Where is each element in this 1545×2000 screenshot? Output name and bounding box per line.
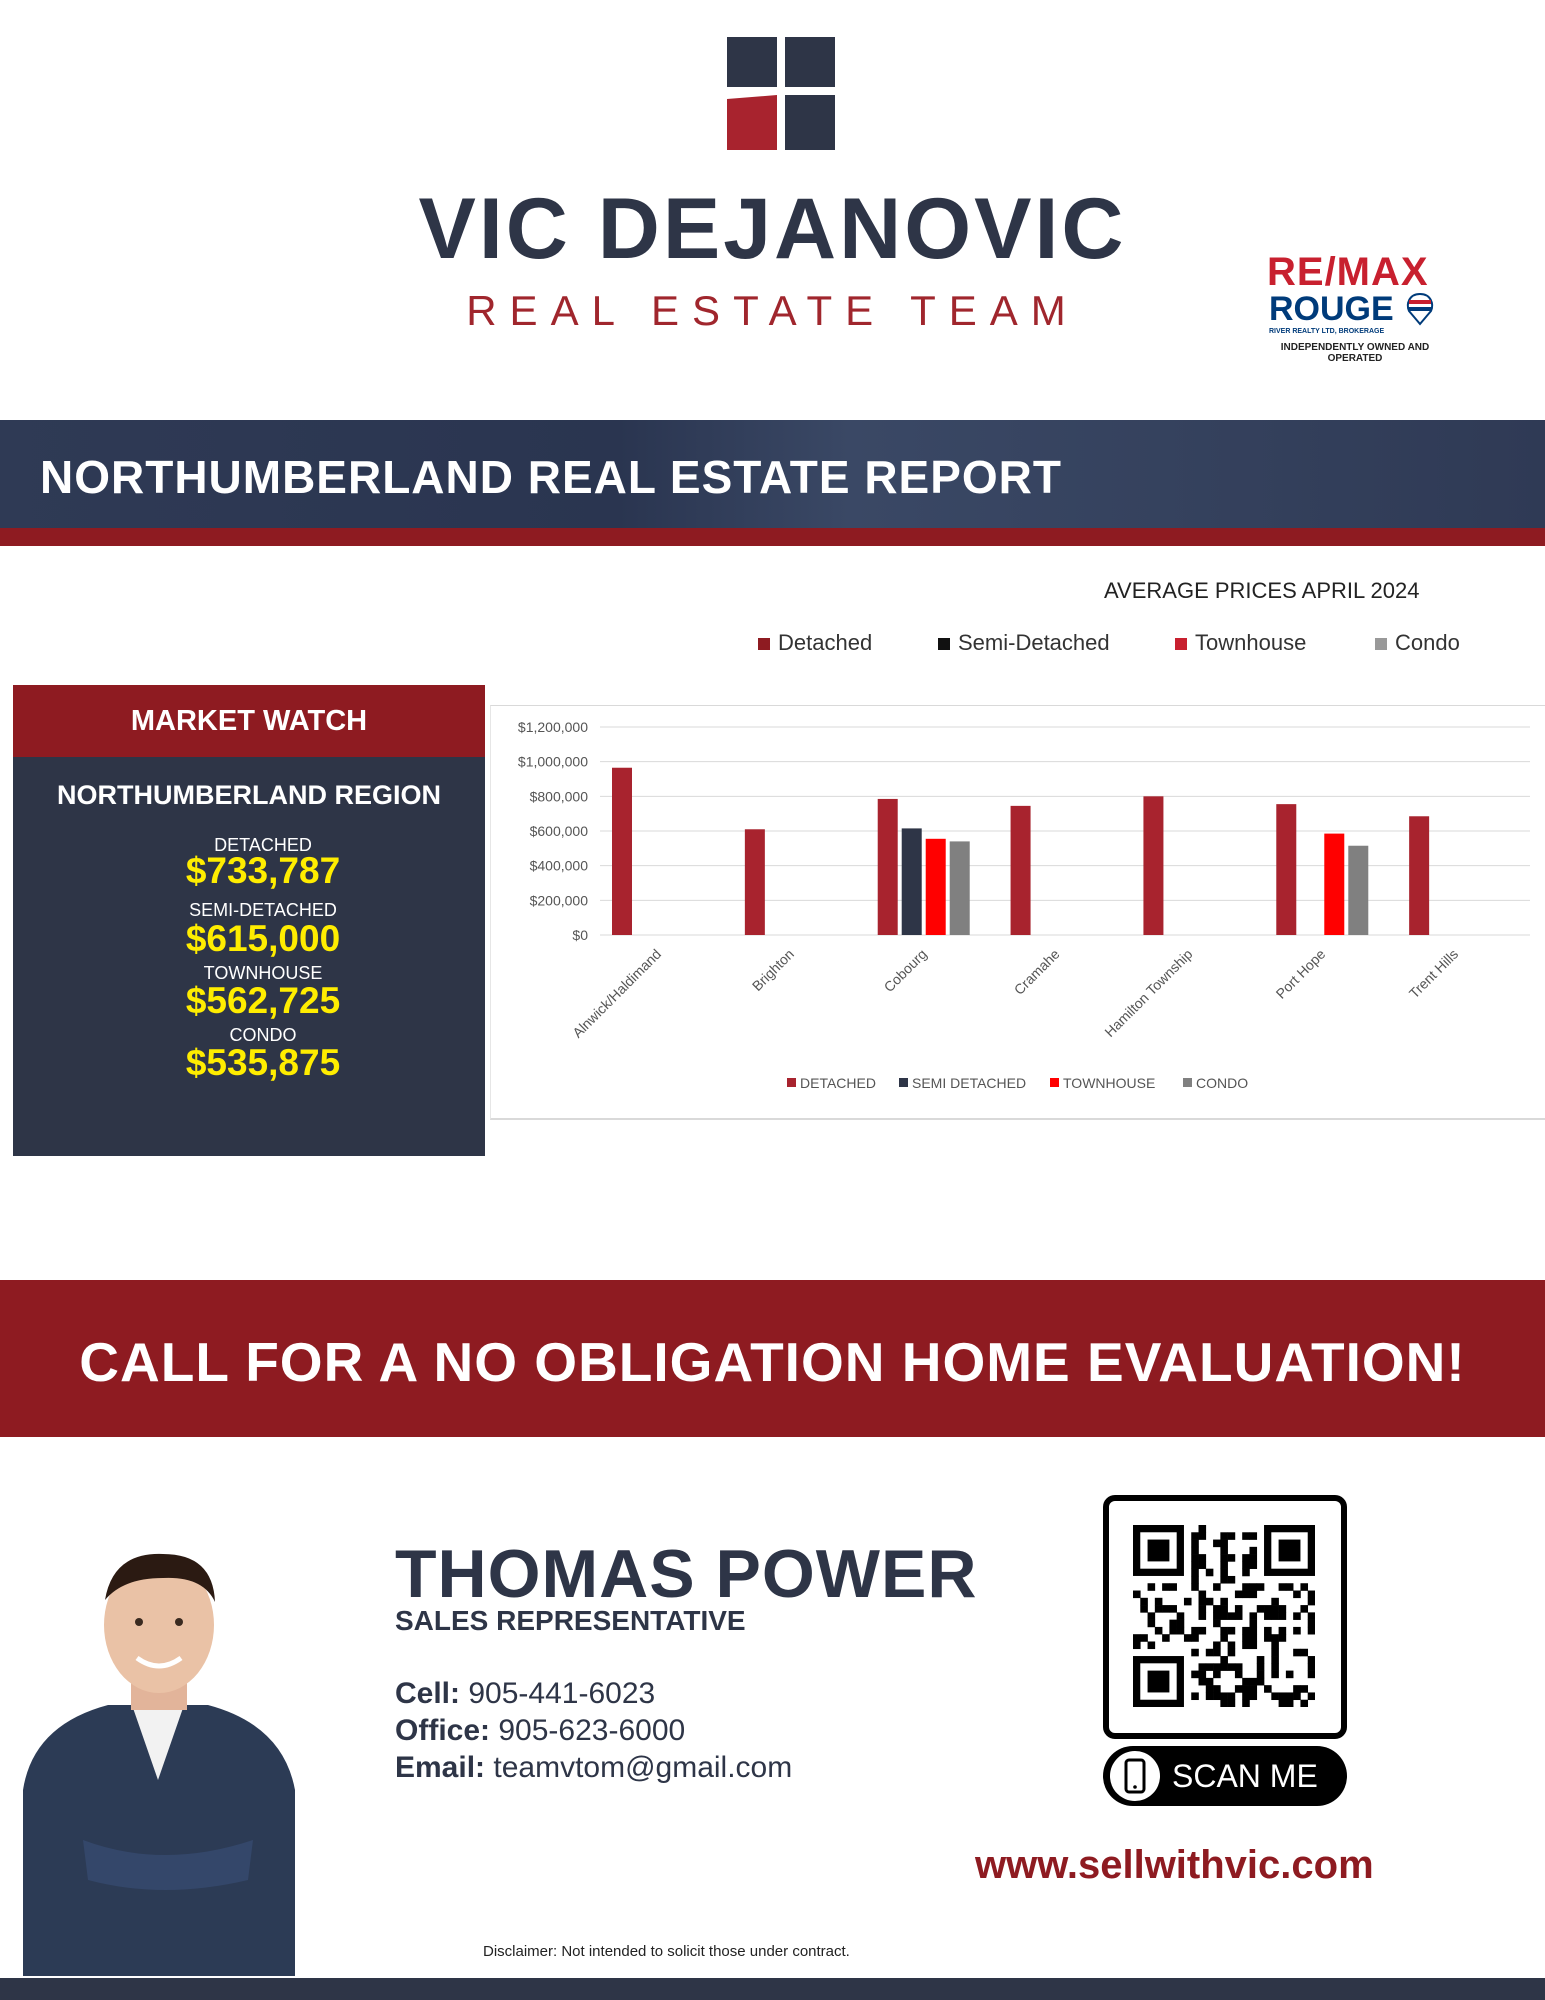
mw-label-condo: CONDO (229, 1025, 297, 1045)
qr-module (1242, 1561, 1250, 1569)
qr-module (1169, 1605, 1177, 1613)
qr-module (1286, 1700, 1294, 1707)
qr-module (1162, 1583, 1170, 1591)
qr-module (1191, 1547, 1199, 1555)
qr-module (1242, 1554, 1250, 1562)
qr-module (1213, 1583, 1221, 1591)
qr-module (1191, 1671, 1199, 1679)
qr-module (1133, 1634, 1141, 1642)
x-tick-label: Cramahe (1010, 945, 1063, 998)
qr-module (1271, 1656, 1279, 1664)
bar (1324, 834, 1344, 935)
qr-module (1308, 1663, 1315, 1671)
qr-module (1249, 1612, 1257, 1620)
qr-module (1235, 1591, 1243, 1599)
qr-module (1257, 1678, 1265, 1686)
qr-code[interactable] (1133, 1525, 1315, 1707)
qr-module (1220, 1569, 1228, 1577)
bar (950, 841, 970, 935)
top-legend-label: Semi-Detached (958, 630, 1110, 655)
remax-logo-line1: RE/MAX (1267, 250, 1429, 294)
qr-module (1242, 1692, 1250, 1700)
qr-module (1228, 1663, 1236, 1671)
qr-module (1271, 1641, 1279, 1649)
qr-module (1228, 1576, 1236, 1584)
contact-email-label: Email: (395, 1751, 486, 1784)
qr-module (1286, 1671, 1294, 1679)
qr-module (1206, 1598, 1214, 1606)
footer-bar (0, 1978, 1545, 2000)
qr-module (1300, 1583, 1308, 1591)
qr-module (1220, 1598, 1228, 1606)
contact-email (395, 1751, 792, 1785)
qr-module (1191, 1649, 1199, 1657)
qr-module (1242, 1569, 1250, 1577)
qr-module (1191, 1627, 1199, 1635)
qr-module (1213, 1612, 1221, 1620)
qr-module (1279, 1627, 1287, 1635)
mw-value-semi: $615,000 (185, 918, 341, 959)
y-tick-label: $0 (572, 927, 588, 943)
qr-module (1228, 1627, 1236, 1635)
qr-module (1199, 1671, 1207, 1679)
qr-module (1293, 1692, 1301, 1700)
top-legend-label: Townhouse (1195, 630, 1307, 655)
qr-module (1213, 1692, 1221, 1700)
y-tick-label: $600,000 (529, 823, 588, 839)
qr-module (1308, 1692, 1315, 1700)
qr-module (1257, 1605, 1265, 1613)
qr-module (1308, 1620, 1315, 1628)
qr-module (1308, 1671, 1315, 1679)
qr-module (1257, 1656, 1265, 1664)
qr-module (1300, 1649, 1308, 1657)
qr-module (1191, 1576, 1199, 1584)
top-legend-item (758, 630, 872, 656)
qr-module (1162, 1634, 1170, 1642)
qr-module (1293, 1685, 1301, 1693)
qr-module (1242, 1532, 1250, 1540)
qr-module (1264, 1612, 1272, 1620)
qr-module (1177, 1612, 1185, 1620)
y-tick-label: $400,000 (529, 857, 588, 874)
qr-module (1199, 1591, 1207, 1599)
qr-module (1199, 1525, 1207, 1533)
bar (1011, 806, 1031, 935)
qr-module (1148, 1641, 1156, 1649)
qr-module (1228, 1700, 1236, 1707)
y-tick-label: $200,000 (529, 892, 588, 909)
qr-module (1213, 1540, 1221, 1548)
qr-module (1140, 1634, 1148, 1642)
bar (878, 799, 898, 935)
legend-swatch (899, 1078, 908, 1087)
qr-module (1213, 1605, 1221, 1613)
y-tick-label: $1,000,000 (517, 753, 588, 770)
qr-module (1199, 1605, 1207, 1613)
legend-swatch (1183, 1078, 1192, 1087)
qr-module (1199, 1554, 1207, 1562)
qr-module (1148, 1620, 1156, 1628)
bar-chart (490, 705, 1545, 1117)
qr-module (1257, 1663, 1265, 1671)
mw-value-townhouse: $562,725 (185, 980, 341, 1021)
qr-module (1140, 1598, 1148, 1606)
qr-module (1206, 1649, 1214, 1657)
qr-module (1242, 1634, 1250, 1642)
qr-module (1249, 1692, 1257, 1700)
qr-module (1242, 1583, 1250, 1591)
agent-name: THOMAS POWER (395, 1536, 978, 1612)
legend-label: DETACHED (800, 1075, 876, 1091)
prices-title: AVERAGE PRICES APRIL 2024 (1104, 578, 1420, 603)
x-tick-label: Cobourg (880, 945, 930, 996)
qr-module (1191, 1569, 1199, 1577)
qr-module (1249, 1554, 1257, 1562)
qr-module (1271, 1634, 1279, 1642)
bar (926, 839, 946, 935)
qr-module (1220, 1532, 1228, 1540)
y-tick-label: $1,200,000 (517, 719, 588, 735)
remax-logo-line3: RIVER REALTY LTD, BROKERAGE (1269, 328, 1385, 335)
qr-module (1228, 1641, 1236, 1649)
qr-module (1308, 1591, 1315, 1599)
qr-module (1191, 1532, 1199, 1540)
qr-module (1199, 1663, 1207, 1671)
qr-module (1228, 1612, 1236, 1620)
qr-module (1220, 1700, 1228, 1707)
qr-module (1293, 1591, 1301, 1599)
qr-module (1293, 1649, 1301, 1657)
qr-module (1279, 1612, 1287, 1620)
logo-mark (727, 37, 837, 150)
qr-module (1271, 1612, 1279, 1620)
qr-module (1191, 1583, 1199, 1591)
qr-module (1220, 1554, 1228, 1562)
qr-module (1279, 1583, 1287, 1591)
x-tick-label: Port Hope (1272, 945, 1329, 1002)
qr-module (1133, 1641, 1141, 1649)
qr-module (1279, 1605, 1287, 1613)
x-tick-label: Alnwick/Haldimand (569, 945, 665, 1041)
remax-logo-line2: ROUGE (1269, 290, 1394, 328)
report-title: NORTHUMBERLAND REAL ESTATE REPORT (40, 451, 1062, 503)
website-link[interactable]: www.sellwithvic.com (975, 1843, 1374, 1887)
qr-module (1184, 1634, 1192, 1642)
qr-module (1220, 1663, 1228, 1671)
mw-label-semi: SEMI-DETACHED (189, 900, 337, 920)
qr-module (1220, 1605, 1228, 1613)
qr-module (1279, 1540, 1301, 1562)
qr-module (1308, 1656, 1315, 1664)
qr-module (1191, 1540, 1199, 1548)
qr-module (1148, 1540, 1170, 1562)
contact-office-value[interactable]: 905-623-6000 (498, 1714, 686, 1747)
qr-module (1271, 1663, 1279, 1671)
qr-module (1191, 1561, 1199, 1569)
qr-module (1169, 1620, 1177, 1628)
qr-module (1191, 1634, 1199, 1642)
x-tick-label: Brighton (748, 945, 797, 995)
qr-module (1220, 1634, 1228, 1642)
qr-module (1213, 1649, 1221, 1657)
qr-module (1264, 1634, 1272, 1642)
bar (612, 768, 632, 935)
qr-module (1206, 1569, 1214, 1577)
qr-module (1162, 1605, 1170, 1613)
qr-module (1249, 1678, 1257, 1686)
qr-module (1271, 1605, 1279, 1613)
qr-module (1264, 1627, 1272, 1635)
top-legend-item (938, 630, 1110, 656)
qr-module (1213, 1620, 1221, 1628)
contact-office (395, 1714, 685, 1748)
qr-module (1242, 1627, 1250, 1635)
bar (745, 829, 765, 935)
qr-module (1184, 1598, 1192, 1606)
x-tick-label: Trent Hills (1405, 945, 1462, 1002)
qr-module (1242, 1685, 1250, 1693)
qr-module (1220, 1612, 1228, 1620)
qr-module (1300, 1700, 1308, 1707)
qr-module (1235, 1663, 1243, 1671)
qr-module (1249, 1561, 1257, 1569)
top-legend-label: Condo (1395, 630, 1460, 655)
qr-module (1242, 1678, 1250, 1686)
agent-photo (13, 1540, 303, 1976)
market-watch-title: MARKET WATCH (130, 705, 368, 737)
disclaimer: Disclaimer: Not intended to solicit those under contract. (483, 1943, 850, 1960)
remax-logo-tagline: INDEPENDENTLY OWNED AND OPERATED (1280, 342, 1430, 364)
qr-module (1308, 1612, 1315, 1620)
legend-swatch (787, 1078, 796, 1087)
qr-module (1249, 1641, 1257, 1649)
contact-email-value[interactable]: teamvtom@gmail.com (493, 1751, 793, 1784)
qr-module (1249, 1532, 1257, 1540)
qr-module (1213, 1663, 1221, 1671)
qr-module (1249, 1583, 1257, 1591)
qr-module (1249, 1627, 1257, 1635)
balloon-icon (1405, 292, 1435, 328)
top-legend-item (1175, 630, 1306, 656)
qr-module (1228, 1532, 1236, 1540)
qr-module (1249, 1685, 1257, 1693)
qr-module (1300, 1605, 1308, 1613)
qr-module (1279, 1634, 1287, 1642)
agent-role: SALES REPRESENTATIVE (395, 1605, 746, 1636)
qr-module (1148, 1671, 1170, 1693)
qr-module (1228, 1649, 1236, 1657)
mw-label-detached: DETACHED (214, 835, 312, 855)
qr-module (1242, 1591, 1250, 1599)
qr-module (1177, 1627, 1185, 1635)
top-legend-label: Detached (778, 630, 873, 655)
phone-icon (1110, 1751, 1160, 1801)
qr-module (1249, 1591, 1257, 1599)
contact-office-label: Office: (395, 1714, 491, 1747)
qr-module (1148, 1583, 1156, 1591)
scan-me-label: SCAN ME (1172, 1758, 1318, 1794)
x-tick-label: Hamilton Township (1101, 945, 1196, 1041)
qr-module (1199, 1612, 1207, 1620)
qr-module (1228, 1554, 1236, 1562)
qr-module (1228, 1692, 1236, 1700)
qr-module (1286, 1692, 1294, 1700)
qr-module (1271, 1692, 1279, 1700)
qr-module (1206, 1663, 1214, 1671)
qr-module (1264, 1685, 1272, 1693)
bar (1276, 804, 1296, 935)
bar (1348, 846, 1368, 935)
qr-module (1206, 1685, 1214, 1693)
qr-module (1220, 1561, 1228, 1569)
mw-label-townhouse: TOWNHOUSE (203, 963, 323, 983)
qr-module (1199, 1678, 1207, 1686)
qr-module (1308, 1627, 1315, 1635)
brand-name: VIC DEJANOVIC (418, 181, 1127, 277)
qr-module (1300, 1685, 1308, 1693)
qr-module (1235, 1671, 1243, 1679)
qr-module (1293, 1612, 1301, 1620)
qr-module (1249, 1634, 1257, 1642)
top-legend-item (1375, 630, 1460, 656)
qr-module (1213, 1685, 1221, 1693)
report-banner-stripe (0, 528, 1545, 546)
qr-module (1279, 1700, 1287, 1707)
bar (1409, 816, 1429, 935)
qr-module (1220, 1656, 1228, 1664)
qr-module (1257, 1583, 1265, 1591)
qr-module (1242, 1641, 1250, 1649)
qr-module (1271, 1671, 1279, 1679)
market-watch-region: NORTHUMBERLAND REGION (57, 780, 441, 810)
qr-module (1199, 1598, 1207, 1606)
qr-module (1155, 1605, 1163, 1613)
qr-module (1206, 1692, 1214, 1700)
qr-module (1169, 1583, 1177, 1591)
qr-module (1220, 1692, 1228, 1700)
qr-module (1155, 1627, 1163, 1635)
phone-icon-glyph (1110, 1751, 1160, 1801)
qr-module (1213, 1641, 1221, 1649)
legend-label: SEMI DETACHED (912, 1075, 1027, 1091)
contact-cell (395, 1677, 655, 1711)
qr-module (1155, 1598, 1163, 1606)
y-tick-label: $800,000 (529, 788, 588, 805)
qr-module (1271, 1598, 1279, 1606)
cta-text: CALL FOR A NO OBLIGATION HOME EVALUATION! (79, 1331, 1466, 1393)
qr-module (1257, 1671, 1265, 1679)
qr-module (1199, 1627, 1207, 1635)
bar (902, 828, 922, 935)
qr-module (1271, 1649, 1279, 1657)
qr-module (1308, 1598, 1315, 1606)
remax-logo (1255, 250, 1455, 364)
qr-module (1206, 1678, 1214, 1686)
qr-module (1249, 1547, 1257, 1555)
qr-module (1293, 1627, 1301, 1635)
qr-module (1286, 1583, 1294, 1591)
brand-subtitle: REAL ESTATE TEAM (466, 287, 1079, 334)
legend-swatch (1050, 1078, 1059, 1087)
qr-module (1148, 1612, 1156, 1620)
qr-module (1220, 1540, 1228, 1548)
qr-module (1140, 1605, 1148, 1613)
qr-module (1169, 1627, 1177, 1635)
qr-module (1133, 1591, 1141, 1599)
qr-module (1242, 1700, 1250, 1707)
contact-cell-label: Cell: (395, 1677, 461, 1710)
bar (1143, 796, 1163, 935)
qr-module (1213, 1671, 1221, 1679)
mw-value-detached: $733,787 (185, 850, 341, 891)
legend-label: TOWNHOUSE (1063, 1075, 1156, 1091)
qr-module (1191, 1692, 1199, 1700)
qr-module (1199, 1561, 1207, 1569)
qr-module (1220, 1576, 1228, 1584)
qr-module (1220, 1547, 1228, 1555)
mw-value-condo: $535,875 (185, 1042, 341, 1083)
qr-module (1191, 1554, 1199, 1562)
qr-module (1220, 1627, 1228, 1635)
qr-module (1249, 1620, 1257, 1628)
contact-cell-value[interactable]: 905-441-6023 (468, 1677, 656, 1710)
legend-label: CONDO (1196, 1075, 1249, 1091)
qr-module (1199, 1532, 1207, 1540)
qr-module (1235, 1605, 1243, 1613)
qr-module (1235, 1685, 1243, 1693)
qr-module (1235, 1612, 1243, 1620)
qr-module (1279, 1692, 1287, 1700)
qr-module (1177, 1620, 1185, 1628)
qr-module (1264, 1605, 1272, 1613)
